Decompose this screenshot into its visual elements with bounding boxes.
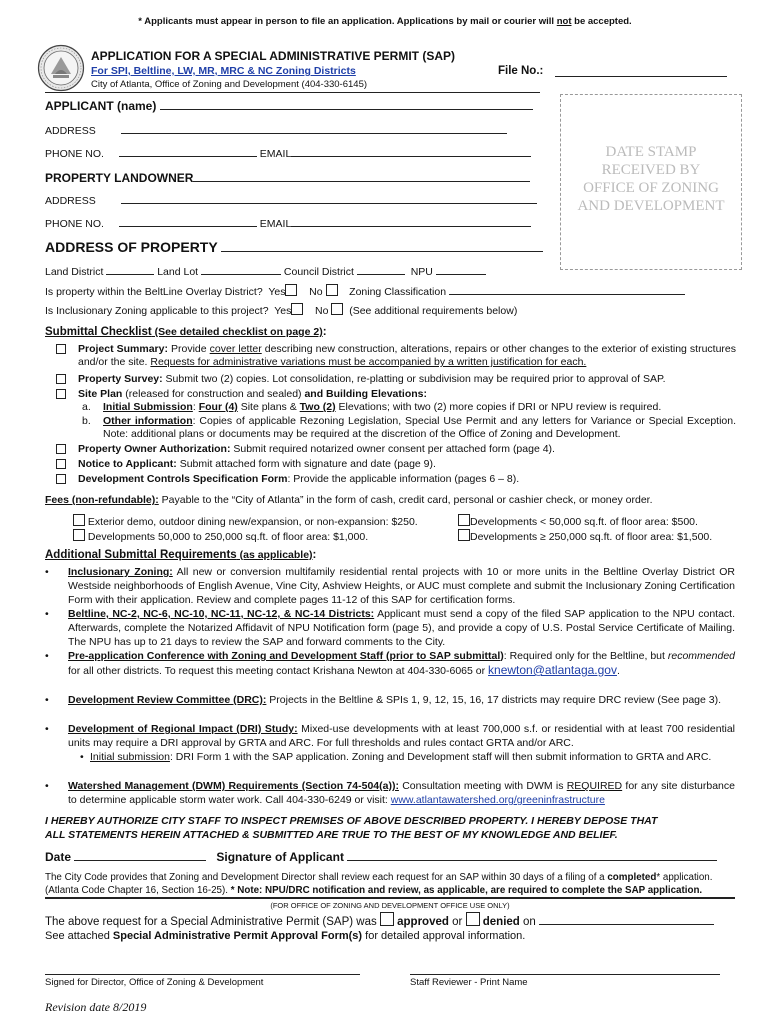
checklist-site-plan-b: b. Other information: Copies of applicable Rezoning Legislation, Special Use Permit and any letters for Variance or Special Exception. Note: additional plans or documents may be required at the discretion of the Office of Zoning and Development. xyxy=(82,415,737,440)
staff-reviewer-line[interactable] xyxy=(410,974,720,975)
signature-row: Date Signature of Applicant xyxy=(45,849,717,864)
property-address-field[interactable] xyxy=(221,238,543,252)
inclusionary-no-checkbox[interactable] xyxy=(331,303,343,315)
header-divider xyxy=(45,92,540,93)
req-inclusionary-zoning: • Inclusionary Zoning: All new or conversion multifamily residential rental projects with 10 or more units in the Beltline Overlay District OR Westside neighborhoods of English Avenue, Vine City, Ashview Heights, or AUC must complete and submit the Inclusionary Zoning Certification Form with their application. Review and complete pages 11-12 of this SAP for certification forms. xyxy=(45,566,735,606)
applicant-phone-row: PHONE NO. EMAIL xyxy=(45,145,531,160)
review-notice: The City Code provides that Zoning and Development Director shall review each request for an SAP within 30 days of a filing of a completed* application. (Atlanta Code Chapter 16, Section 16-25). * Note: NPU/DRC notification and review, as applicable, are required to complete the SAP application. xyxy=(45,872,713,896)
land-district-field[interactable] xyxy=(106,263,154,275)
beltline-question-row: Is property within the BeltLine Overlay District? Yes No Zoning Classification xyxy=(45,283,685,298)
office-info: City of Atlanta, Office of Zoning and Development (404-330-6145) xyxy=(91,79,368,90)
checklist-owner-authorization: Property Owner Authorization: Submit required notarized owner consent per attached form (page 4). xyxy=(56,443,736,456)
zoning-class-field[interactable] xyxy=(449,283,685,295)
applicant-name-row: APPLICANT (name) xyxy=(45,98,533,113)
property-survey-checkbox[interactable] xyxy=(56,374,66,384)
form-title: APPLICATION FOR A SPECIAL ADMINISTRATIVE PERMIT (SAP) xyxy=(91,49,456,63)
decision-date-field[interactable] xyxy=(539,913,714,925)
applicant-address-row: ADDRESS xyxy=(45,122,507,137)
council-district-field[interactable] xyxy=(357,263,405,275)
date-stamp-text: DATE STAMP RECEIVED BY OFFICE OF ZONING AND DEVELOPMENT xyxy=(577,144,725,214)
fee-option-1: Exterior demo, outdoor dining new/expansion, or non-expansion: $250. xyxy=(73,514,418,528)
director-signature-label: Signed for Director, Office of Zoning & Development xyxy=(45,977,264,988)
land-lot-field[interactable] xyxy=(201,263,281,275)
dev-controls-checkbox[interactable] xyxy=(56,474,66,484)
owner-authorization-checkbox[interactable] xyxy=(56,444,66,454)
req-npu-districts: • Beltline, NC-2, NC-6, NC-10, NC-11, NC-12, & NC-14 Districts: Applicant must send a copy of the filed SAP application to the NPU contact. Afterwards, complete the Notarized Affidavit of NPU Notification form (page 5), and provide a copy of U.S. Postal Service Certificate of Mailing. The NPU has up to 21 days to review the SAP and forward comments to the City. xyxy=(45,608,735,648)
applicant-notice: * Applicants must appear in person to file an application. Applications by mail or courier will not be accepted. xyxy=(138,16,632,27)
checklist-dev-controls: Development Controls Specification Form: Provide the applicable information (pages 6 – 8). xyxy=(56,473,736,486)
fees-row: Fees (non-refundable): Payable to the “City of Atlanta” in the form of cash, credit card, personal or cashier check, or money order. xyxy=(45,494,653,506)
date-field[interactable] xyxy=(74,849,206,861)
req-dwm: • Watershed Management (DWM) Requirements (Section 74-504(a)): Consultation meeting with DWM is REQUIRED for any site disturbance to determine applicable storm water work. Call 404-330-6249 or visit: www.atlantawatershed.org/greeninfrastructure xyxy=(45,780,735,806)
landowner-phone-row: PHONE NO. EMAIL xyxy=(45,215,531,230)
landowner-row: PROPERTY LANDOWNER xyxy=(45,170,530,185)
office-use-divider xyxy=(45,897,735,899)
applicant-address-field[interactable] xyxy=(121,122,507,134)
applicant-signature-field[interactable] xyxy=(347,849,717,861)
req-dri: • Development of Regional Impact (DRI) Study: Mixed-use developments with at least 700,000 s.f. or residential with at least 700 residential units may require a DRI approval by GRTA and ARC. For full thresholds and rules contact GRTA and/or ARC. xyxy=(45,723,735,749)
see-attached-row: See attached Special Administrative Permit Approval Form(s) for detailed approval information. xyxy=(45,930,526,942)
checklist-site-plan: Site Plan (released for construction and sealed) and Building Elevations: xyxy=(56,388,736,401)
landowner-address-row: ADDRESS xyxy=(45,192,537,207)
landowner-address-field[interactable] xyxy=(121,192,537,204)
fee-option-2-checkbox[interactable] xyxy=(458,514,470,526)
property-address-row: ADDRESS OF PROPERTY xyxy=(45,238,543,255)
preapp-email-link[interactable]: knewton@atlantaga.gov xyxy=(488,663,617,677)
revision-date: Revision date 8/2019 xyxy=(45,1000,147,1014)
fee-option-4: Developments ≥ 250,000 sq.ft. of floor area: $1,500. xyxy=(458,529,712,543)
inclusionary-yes-checkbox[interactable] xyxy=(291,303,303,315)
approved-checkbox[interactable] xyxy=(380,912,394,926)
landowner-email-field[interactable] xyxy=(291,215,531,227)
beltline-no-checkbox[interactable] xyxy=(326,284,338,296)
landowner-phone-field[interactable] xyxy=(119,215,257,227)
checklist-title: Submittal Checklist (See detailed checklist on page 2): xyxy=(45,326,327,338)
checklist-notice-applicant: Notice to Applicant: Submit attached form with signature and date (page 9). xyxy=(56,458,736,471)
req-drc: • Development Review Committee (DRC): Projects in the Beltline & SPIs 1, 9, 12, 15, 16, 17 districts may require DRC review (See page 3). xyxy=(45,694,722,706)
checklist-site-plan-a: a. Initial Submission: Four (4) Site plans & Two (2) Elevations; with two (2) more copies if DRI or NPU review is required. xyxy=(82,401,662,413)
fee-option-4-checkbox[interactable] xyxy=(458,529,470,541)
property-district-row: Land District Land Lot Council District NPU xyxy=(45,263,486,278)
req-dri-sub: • Initial submission: DRI Form 1 with the SAP application. Zoning and Development staff will then submit information to GRTA and ARC. xyxy=(80,751,712,763)
file-no-label: File No.: xyxy=(498,65,544,77)
landowner-name-field[interactable] xyxy=(193,170,530,182)
date-stamp-box xyxy=(560,94,742,270)
fee-option-3-checkbox[interactable] xyxy=(73,529,85,541)
inclusionary-question-row: Is Inclusionary Zoning applicable to this project? Yes No (See additional requirements below) xyxy=(45,305,518,317)
checklist-property-survey: Property Survey: Submit two (2) copies. Lot consolidation, re-platting or subdivision may be required prior to approval of SAP. xyxy=(56,373,736,386)
applicant-phone-field[interactable] xyxy=(119,145,257,157)
form-subtitle: For SPI, Beltline, LW, MR, MRC & NC Zoning Districts xyxy=(91,65,356,77)
site-plan-checkbox[interactable] xyxy=(56,389,66,399)
certification-statement: I HEREBY AUTHORIZE CITY STAFF TO INSPECT PREMISES OF ABOVE DESCRIBED PROPERTY. I HEREBY DEPOSE THAT ALL STATEMENTS HEREIN ATTACHED & SUBMITTED ARE TRUE TO THE BEST OF MY KNOWLEDGE AND BELIEF. xyxy=(45,815,658,841)
project-summary-checkbox[interactable] xyxy=(56,344,66,354)
city-seal-icon xyxy=(37,44,85,92)
approval-row: The above request for a Special Administrative Permit (SAP) was approved or denied on xyxy=(45,912,714,928)
additional-title: Additional Submittal Requirements (as applicable): xyxy=(45,549,317,561)
file-no-field[interactable] xyxy=(555,66,727,77)
applicant-email-field[interactable] xyxy=(291,145,531,157)
fee-option-1-checkbox[interactable] xyxy=(73,514,85,526)
dwm-url-link[interactable]: www.atlantawatershed.org/greeninfrastructure xyxy=(390,794,605,806)
req-preapplication: • Pre-application Conference with Zoning and Development Staff (prior to SAP submittal): Required only for the Beltline, but recommended for all other districts. To request this meeting contact Krishana Newton at 404-330-6065 or knewton@atlantaga.gov. xyxy=(45,650,735,677)
notice-applicant-checkbox[interactable] xyxy=(56,459,66,469)
checklist-project-summary: Project Summary: Provide cover letter describing new construction, alterations, repairs or other changes to the exterior of existing structures and/or the site. Requests for administrative variations must be accompanied by a written justification for each. xyxy=(56,343,736,369)
staff-reviewer-label: Staff Reviewer - Print Name xyxy=(410,977,528,988)
npu-field[interactable] xyxy=(436,263,486,275)
office-use-label: (FOR OFFICE OF ZONING AND DEVELOPMENT OFFICE USE ONLY) xyxy=(270,901,510,910)
applicant-name-field[interactable] xyxy=(160,98,533,110)
fee-option-2: Developments < 50,000 sq.ft. of floor area: $500. xyxy=(458,514,698,528)
fee-option-3: Developments 50,000 to 250,000 sq.ft. of floor area: $1,000. xyxy=(73,529,368,543)
director-signature-line[interactable] xyxy=(45,974,360,975)
denied-checkbox[interactable] xyxy=(466,912,480,926)
beltline-yes-checkbox[interactable] xyxy=(285,284,297,296)
